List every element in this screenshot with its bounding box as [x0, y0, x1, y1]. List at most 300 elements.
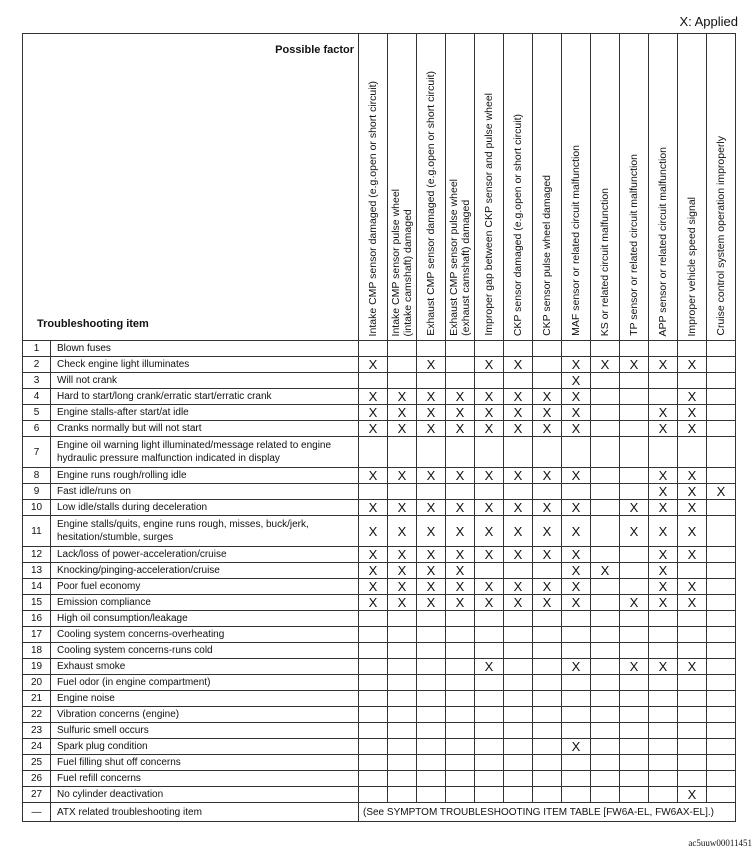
troubleshooting-item: Vibration concerns (engine): [51, 707, 359, 723]
empty-cell: [707, 627, 736, 643]
empty-cell: [562, 771, 591, 787]
empty-cell: [475, 691, 504, 707]
empty-cell: [388, 611, 417, 627]
troubleshooting-item: Blown fuses: [51, 341, 359, 357]
troubleshooting-item: Spark plug condition: [51, 739, 359, 755]
row-number: 16: [23, 611, 51, 627]
applied-mark: X: [359, 468, 388, 484]
applied-mark: X: [562, 659, 591, 675]
applied-mark: X: [446, 563, 475, 579]
applied-mark: X: [678, 357, 707, 373]
factor-label: MAF sensor or related circuit malfunction: [570, 145, 582, 336]
applied-mark: X: [649, 595, 678, 611]
troubleshooting-item: Knocking/pinging-acceleration/cruise: [51, 563, 359, 579]
empty-cell: [707, 516, 736, 547]
empty-cell: [417, 723, 446, 739]
applied-mark: X: [562, 547, 591, 563]
empty-cell: [475, 755, 504, 771]
empty-cell: [446, 675, 475, 691]
table-row: [23, 707, 736, 723]
empty-cell: [446, 723, 475, 739]
empty-cell: [533, 627, 562, 643]
empty-cell: [359, 659, 388, 675]
applied-mark: X: [707, 484, 736, 500]
empty-cell: [591, 341, 620, 357]
empty-cell: [504, 627, 533, 643]
applied-mark: X: [446, 516, 475, 547]
troubleshooting-item: Check engine light illuminates: [51, 357, 359, 373]
empty-cell: [504, 787, 533, 803]
troubleshooting-item: Fuel refill concerns: [51, 771, 359, 787]
table-row: [23, 373, 736, 389]
troubleshooting-item: Engine stalls/quits, engine runs rough, misses, buck/jerk, hesitation/stumble, surges: [51, 516, 359, 547]
empty-cell: [388, 707, 417, 723]
empty-cell: [533, 691, 562, 707]
empty-cell: [620, 389, 649, 405]
empty-cell: [649, 643, 678, 659]
empty-cell: [620, 484, 649, 500]
row-number: 10: [23, 500, 51, 516]
empty-cell: [707, 389, 736, 405]
applied-mark: X: [678, 468, 707, 484]
troubleshooting-item: Fuel odor (in engine compartment): [51, 675, 359, 691]
applied-mark: X: [591, 563, 620, 579]
empty-cell: [591, 437, 620, 468]
empty-cell: [359, 484, 388, 500]
empty-cell: [504, 771, 533, 787]
empty-cell: [504, 691, 533, 707]
empty-cell: [620, 739, 649, 755]
applied-mark: X: [446, 405, 475, 421]
applied-mark: X: [649, 468, 678, 484]
empty-cell: [562, 611, 591, 627]
troubleshooting-item: Will not crank: [51, 373, 359, 389]
empty-cell: [359, 723, 388, 739]
applied-mark: X: [533, 579, 562, 595]
factor-header: [533, 34, 562, 341]
empty-cell: [533, 723, 562, 739]
empty-cell: [620, 707, 649, 723]
row-number: 25: [23, 755, 51, 771]
empty-cell: [388, 691, 417, 707]
table-row: [23, 627, 736, 643]
factor-label: Exhaust CMP sensor pulse wheel (exhaust camshaft) damaged: [448, 179, 472, 336]
empty-cell: [446, 691, 475, 707]
applied-mark: X: [562, 579, 591, 595]
empty-cell: [591, 707, 620, 723]
applied-mark: X: [678, 516, 707, 547]
empty-cell: [388, 739, 417, 755]
applied-mark: X: [504, 357, 533, 373]
empty-cell: [678, 627, 707, 643]
troubleshooting-item: Sulfuric smell occurs: [51, 723, 359, 739]
empty-cell: [359, 755, 388, 771]
applied-mark: X: [417, 579, 446, 595]
empty-cell: [388, 723, 417, 739]
applied-mark: X: [504, 468, 533, 484]
applied-mark: X: [533, 500, 562, 516]
empty-cell: [678, 739, 707, 755]
applied-mark: X: [533, 595, 562, 611]
empty-cell: [707, 468, 736, 484]
empty-cell: [446, 341, 475, 357]
empty-cell: [388, 357, 417, 373]
empty-cell: [620, 755, 649, 771]
empty-cell: [707, 437, 736, 468]
empty-cell: [678, 341, 707, 357]
empty-cell: [707, 595, 736, 611]
empty-cell: [533, 659, 562, 675]
empty-cell: [591, 787, 620, 803]
empty-cell: [446, 755, 475, 771]
empty-cell: [707, 405, 736, 421]
empty-cell: [591, 691, 620, 707]
table-row: [23, 579, 736, 595]
applied-mark: X: [533, 421, 562, 437]
empty-cell: [446, 739, 475, 755]
troubleshooting-item: High oil consumption/leakage: [51, 611, 359, 627]
empty-cell: [707, 643, 736, 659]
empty-cell: [533, 373, 562, 389]
empty-cell: [475, 341, 504, 357]
empty-cell: [533, 755, 562, 771]
empty-cell: [388, 437, 417, 468]
empty-cell: [678, 723, 707, 739]
empty-cell: [417, 787, 446, 803]
applied-mark: X: [620, 500, 649, 516]
empty-cell: [591, 739, 620, 755]
applied-mark: X: [678, 659, 707, 675]
applied-mark: X: [359, 595, 388, 611]
empty-cell: [591, 579, 620, 595]
troubleshooting-item-label: Troubleshooting item: [37, 318, 149, 330]
applied-mark: X: [446, 389, 475, 405]
applied-mark: X: [446, 500, 475, 516]
empty-cell: [620, 405, 649, 421]
applied-mark: X: [446, 421, 475, 437]
row-number: —: [23, 803, 51, 822]
empty-cell: [707, 691, 736, 707]
empty-cell: [591, 484, 620, 500]
applied-mark: X: [562, 595, 591, 611]
factor-label: Exhaust CMP sensor damaged (e.g.open or short circuit): [425, 71, 437, 336]
troubleshooting-item: Low idle/stalls during deceleration: [51, 500, 359, 516]
empty-cell: [446, 437, 475, 468]
empty-cell: [417, 643, 446, 659]
empty-cell: [591, 723, 620, 739]
empty-cell: [678, 707, 707, 723]
empty-cell: [562, 675, 591, 691]
applied-mark: X: [533, 468, 562, 484]
atx-reference-note: (See SYMPTOM TROUBLESHOOTING ITEM TABLE [FW6A-EL, FW6AX-EL].): [359, 803, 736, 822]
troubleshooting-item: Engine stalls-after start/at idle: [51, 405, 359, 421]
empty-cell: [562, 484, 591, 500]
applied-mark: X: [475, 595, 504, 611]
applied-mark: X: [475, 516, 504, 547]
troubleshooting-item: Engine noise: [51, 691, 359, 707]
applied-mark: X: [359, 405, 388, 421]
applied-mark: X: [475, 357, 504, 373]
applied-mark: X: [475, 500, 504, 516]
empty-cell: [475, 707, 504, 723]
table-row: [23, 771, 736, 787]
empty-cell: [678, 611, 707, 627]
empty-cell: [475, 771, 504, 787]
factor-label: CKP sensor damaged (e.g.open or short circuit): [512, 113, 524, 336]
empty-cell: [446, 643, 475, 659]
table-row: [23, 563, 736, 579]
empty-cell: [475, 437, 504, 468]
factor-header: [417, 34, 446, 341]
empty-cell: [562, 691, 591, 707]
applied-mark: X: [417, 421, 446, 437]
empty-cell: [591, 516, 620, 547]
factor-header: [649, 34, 678, 341]
empty-cell: [475, 373, 504, 389]
troubleshooting-item: Fast idle/runs on: [51, 484, 359, 500]
applied-mark: X: [562, 357, 591, 373]
empty-cell: [417, 437, 446, 468]
empty-cell: [533, 675, 562, 691]
table-row: [23, 595, 736, 611]
table-row: [23, 643, 736, 659]
applied-mark: X: [359, 579, 388, 595]
empty-cell: [446, 771, 475, 787]
empty-cell: [359, 627, 388, 643]
row-number: 12: [23, 547, 51, 563]
empty-cell: [475, 484, 504, 500]
applied-mark: X: [417, 357, 446, 373]
empty-cell: [707, 755, 736, 771]
empty-cell: [591, 611, 620, 627]
table-row: [23, 484, 736, 500]
empty-cell: [707, 787, 736, 803]
empty-cell: [707, 579, 736, 595]
empty-cell: [678, 563, 707, 579]
applied-mark: X: [446, 547, 475, 563]
empty-cell: [388, 771, 417, 787]
empty-cell: [678, 691, 707, 707]
row-number: 27: [23, 787, 51, 803]
empty-cell: [649, 611, 678, 627]
empty-cell: [388, 627, 417, 643]
empty-cell: [359, 675, 388, 691]
empty-cell: [533, 707, 562, 723]
applied-mark: X: [562, 421, 591, 437]
table-row: [23, 357, 736, 373]
empty-cell: [707, 500, 736, 516]
applied-mark: X: [504, 421, 533, 437]
empty-cell: [533, 563, 562, 579]
empty-cell: [591, 468, 620, 484]
table-row: [23, 787, 736, 803]
applied-mark: X: [649, 421, 678, 437]
applied-mark: X: [475, 421, 504, 437]
row-number: 21: [23, 691, 51, 707]
applied-mark: X: [359, 563, 388, 579]
empty-cell: [591, 627, 620, 643]
factor-label: Intake CMP sensor pulse wheel (intake camshaft) damaged: [390, 188, 414, 336]
row-number: 17: [23, 627, 51, 643]
empty-cell: [446, 707, 475, 723]
applied-mark: X: [388, 579, 417, 595]
factor-label: Intake CMP sensor damaged (e.g.open or short circuit): [367, 80, 379, 336]
empty-cell: [620, 437, 649, 468]
applied-mark: X: [649, 547, 678, 563]
applied-mark: X: [649, 405, 678, 421]
empty-cell: [591, 421, 620, 437]
empty-cell: [504, 659, 533, 675]
table-row: [23, 547, 736, 563]
empty-cell: [417, 675, 446, 691]
empty-cell: [678, 675, 707, 691]
applied-mark: X: [533, 405, 562, 421]
table-row: [23, 468, 736, 484]
empty-cell: [359, 341, 388, 357]
empty-cell: [620, 611, 649, 627]
empty-cell: [475, 611, 504, 627]
applied-mark: X: [562, 500, 591, 516]
applied-mark: X: [678, 484, 707, 500]
empty-cell: [504, 707, 533, 723]
applied-mark: X: [678, 787, 707, 803]
empty-cell: [649, 723, 678, 739]
empty-cell: [388, 659, 417, 675]
empty-cell: [649, 707, 678, 723]
factor-header: [446, 34, 475, 341]
factor-label: Cruise control system operation improperly: [715, 136, 727, 336]
factor-header: [620, 34, 649, 341]
applied-mark: X: [649, 579, 678, 595]
row-number: 5: [23, 405, 51, 421]
troubleshooting-item: Fuel filling shut off concerns: [51, 755, 359, 771]
factor-label: APP sensor or related circuit malfunction: [657, 146, 669, 336]
applied-mark: X: [678, 547, 707, 563]
empty-cell: [359, 437, 388, 468]
troubleshooting-item: Cranks normally but will not start: [51, 421, 359, 437]
empty-cell: [446, 357, 475, 373]
row-number: 4: [23, 389, 51, 405]
applied-mark: X: [533, 516, 562, 547]
applied-mark: X: [678, 579, 707, 595]
row-number: 8: [23, 468, 51, 484]
row-number: 23: [23, 723, 51, 739]
empty-cell: [388, 373, 417, 389]
table-row: [23, 723, 736, 739]
empty-cell: [678, 437, 707, 468]
empty-cell: [649, 437, 678, 468]
empty-cell: [359, 691, 388, 707]
applied-mark: X: [678, 389, 707, 405]
empty-cell: [417, 739, 446, 755]
applied-mark: X: [504, 595, 533, 611]
empty-cell: [620, 563, 649, 579]
factor-header-row: [23, 34, 736, 341]
table-row: [23, 405, 736, 421]
empty-cell: [620, 421, 649, 437]
empty-cell: [649, 373, 678, 389]
empty-cell: [707, 659, 736, 675]
troubleshooting-item: Emission compliance: [51, 595, 359, 611]
empty-cell: [562, 643, 591, 659]
applied-mark: X: [504, 547, 533, 563]
empty-cell: [707, 723, 736, 739]
empty-cell: [504, 484, 533, 500]
empty-cell: [417, 659, 446, 675]
applied-mark: X: [504, 516, 533, 547]
applied-mark: X: [388, 595, 417, 611]
row-number: 3: [23, 373, 51, 389]
empty-cell: [649, 627, 678, 643]
empty-cell: [707, 707, 736, 723]
empty-cell: [417, 771, 446, 787]
empty-cell: [620, 547, 649, 563]
applied-mark: X: [591, 357, 620, 373]
empty-cell: [620, 643, 649, 659]
row-number: 18: [23, 643, 51, 659]
empty-cell: [707, 373, 736, 389]
troubleshooting-item: Engine runs rough/rolling idle: [51, 468, 359, 484]
table-row: [23, 755, 736, 771]
empty-cell: [504, 341, 533, 357]
empty-cell: [620, 675, 649, 691]
factor-header: [504, 34, 533, 341]
troubleshooting-item: Poor fuel economy: [51, 579, 359, 595]
applied-mark: X: [388, 547, 417, 563]
applied-mark: X: [475, 547, 504, 563]
applied-mark: X: [388, 563, 417, 579]
empty-cell: [649, 739, 678, 755]
empty-cell: [533, 357, 562, 373]
empty-cell: [446, 627, 475, 643]
applied-mark: X: [678, 595, 707, 611]
troubleshooting-item: Lack/loss of power-acceleration/cruise: [51, 547, 359, 563]
row-number: 11: [23, 516, 51, 547]
applied-mark: X: [620, 595, 649, 611]
empty-cell: [591, 547, 620, 563]
empty-cell: [591, 405, 620, 421]
empty-cell: [649, 787, 678, 803]
applied-mark: X: [562, 563, 591, 579]
empty-cell: [562, 341, 591, 357]
empty-cell: [533, 739, 562, 755]
empty-cell: [446, 611, 475, 627]
empty-cell: [533, 437, 562, 468]
applied-mark: X: [417, 405, 446, 421]
empty-cell: [533, 771, 562, 787]
empty-cell: [591, 755, 620, 771]
empty-cell: [591, 659, 620, 675]
empty-cell: [562, 755, 591, 771]
table-row: [23, 675, 736, 691]
empty-cell: [649, 389, 678, 405]
empty-cell: [359, 643, 388, 659]
empty-cell: [707, 357, 736, 373]
empty-cell: [417, 691, 446, 707]
factor-header: [707, 34, 736, 341]
empty-cell: [359, 739, 388, 755]
table-row: [23, 691, 736, 707]
row-number: 14: [23, 579, 51, 595]
empty-cell: [417, 373, 446, 389]
empty-cell: [388, 643, 417, 659]
empty-cell: [359, 771, 388, 787]
table-row: [23, 516, 736, 547]
empty-cell: [504, 563, 533, 579]
applied-mark: X: [504, 389, 533, 405]
applied-mark: X: [649, 659, 678, 675]
table-row: [23, 659, 736, 675]
